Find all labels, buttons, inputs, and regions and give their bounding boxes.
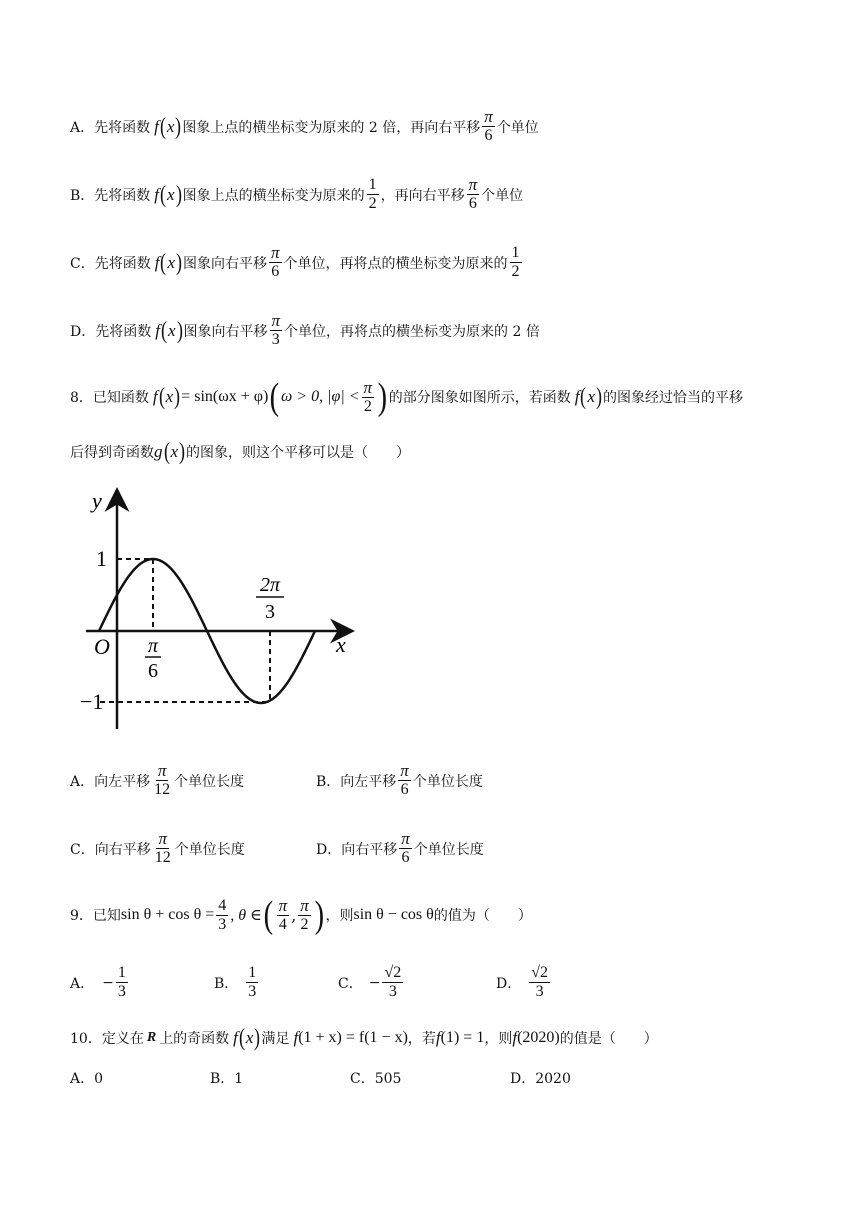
tick-x-2pi-3-den: 3 [265,601,275,623]
fraction: $\frac{1}{3}$ [248,964,257,1000]
y-axis-label: y [92,488,102,513]
option-label: B．1 [210,1071,244,1087]
option-label: A．先将函数 [70,119,151,136]
q8-option-a[interactable] [70,762,244,799]
q8-option-d[interactable] [316,830,484,867]
q10-option-c[interactable] [350,1068,401,1088]
var-x: x [587,387,596,406]
func-f: f [233,1028,238,1047]
option-label: D． [496,975,522,992]
fraction-pi-6: $\frac{\pi}{6}$ [484,107,493,144]
tick-x-pi-6-num: π [147,635,159,657]
option-label: C．505 [350,1071,402,1087]
fraction: $\frac{\pi}{6}$ [400,761,409,798]
option-tail: 个单位长度 [412,773,483,790]
symmetry-expression: (1 + x) = f(1 − x) [298,1029,408,1046]
q7-option-c[interactable]: C．先将函数 f ( x ) 图象向右平移 $\frac{\pi}{6}$ 个单位，再将点的横坐标变为原来的 $\frac{1}{2}$ [70,243,520,280]
func-f: f [154,184,160,204]
sum-expression: sin θ + cos θ = [120,906,215,923]
option-label: D．先将函数 [70,323,152,340]
q7-option-b[interactable]: B．先将函数 f ( x ) 图象上点的横坐标变为原来的 $\frac{1}{2}$ ，再向右平移 $\frac{\pi}{6}$ 个单位 [70,175,524,212]
option-tail: 个单位 [481,187,524,204]
stem-text: 的部分图象如图所示，若函数 [388,390,571,406]
q10-option-b[interactable] [210,1068,243,1088]
stem-text-5: 的值是（ ） [559,1031,658,1047]
sin-expression: = sin(ωx + φ) [181,388,269,405]
stem-text-2: 满足 [261,1031,290,1047]
stem-text-3: ，若 [407,1031,436,1047]
func-f: f [154,116,159,136]
f-one-expression: (1) = 1 [440,1029,485,1046]
func-f: f [512,1028,518,1047]
func-f: f [154,252,160,272]
origin-label: O [94,634,110,659]
tick-x-2pi-3-num: 2π [259,574,281,596]
q8-option-b[interactable] [316,762,483,799]
q9-option-a[interactable] [70,964,130,1001]
q10-stem: 10．定义在 R 上的奇函数 f ( x ) 满足 f (1 + x) = f(1 − x) ，若 f (1) = 1 ，则 f (2020) 的值是（ ） [70,1025,658,1051]
fraction-pi-6: $\frac{\pi}{6}$ [271,243,280,280]
q10-option-a[interactable] [70,1068,103,1088]
option-label: B．先将函数 [70,187,151,204]
func-f: f [435,1028,441,1047]
func-f: f [155,320,160,340]
option-text: 图象向右平移 [183,323,268,340]
option-label: C．先将函数 [70,255,151,272]
var-x: x [165,387,174,406]
option-text: 图象上点的横坐标变为原来的 2 倍，再向右平移 [182,119,481,136]
fraction: $\frac{1}{3}$ [117,964,126,1000]
condition: ω > 0, |φ| < [281,388,360,405]
func-f: f [574,387,580,406]
func-f: f [152,387,158,406]
fraction-pi-4: $\frac{\pi}{4}$ [278,895,288,933]
stem-text-4: 的图象，则这个平移可以是（ ） [186,445,411,461]
fraction-1-2: $\frac{1}{2}$ [511,244,520,280]
fraction-pi-2: $\frac{\pi}{2}$ [300,895,309,933]
q9-option-d[interactable] [496,964,552,1001]
var-x: x [170,442,179,461]
q9-option-b[interactable] [214,964,260,1001]
option-label: D．向右平移 [316,841,398,858]
option-tail: 个单位，再将点的横坐标变为原来的 2 倍 [284,323,540,340]
var-x: x [167,184,175,204]
stem-text: ，则 [325,908,354,924]
option-label: B． [214,975,239,992]
option-text-2: ，再向右平移 [380,187,465,204]
theta-in: , θ ∈ [230,907,262,924]
question-number: 9．已知 [70,908,121,924]
option-label: B．向左平移 [316,773,397,790]
option-tail: 个单位长度 [174,841,245,858]
f-2020-expression: (2020) [517,1029,560,1046]
tick-x-pi-6-den: 6 [148,660,158,682]
q10-option-d[interactable] [510,1068,571,1088]
diff-expression: sin θ − cos θ [353,906,434,923]
var-x: x [167,252,175,272]
option-tail: 个单位，再将点的横坐标变为原来的 [283,255,508,272]
var-x: x [167,320,176,340]
sine-graph [78,484,368,734]
option-label: A．向左平移 [70,773,151,790]
var-x: x [245,1028,254,1047]
q8-stem-line2: 后得到奇函数 g ( x ) 的图象，则这个平移可以是（ ） [70,439,411,465]
stem-text-4: ，则 [484,1031,513,1047]
option-text: 图象向右平移 [183,255,267,272]
tick-y-1: 1 [96,546,107,571]
q7-option-d[interactable]: D．先将函数 f ( x ) 图象向右平移 $\frac{\pi}{3}$ 个单位，再将点的横坐标变为原来的 2 倍 [70,311,540,348]
fraction-1-2: $\frac{1}{2}$ [368,176,377,212]
option-label: C．向右平移 [70,841,151,858]
option-label: A．0 [70,1071,104,1087]
fraction-pi-2: $\frac{\pi}{2}$ [363,377,373,415]
var-x: x [166,116,175,136]
set-r: R [146,1030,157,1045]
question-number: 8．已知函数 [70,390,149,406]
q9-stem: 9．已知 sin θ + cos θ = $\frac{4}{3}$ , θ ∈ ( $\frac{\pi}{4}$ , $\frac{\pi}{2}$ ) ，则 sin θ − cos θ 的值为（ ） [70,894,532,936]
question-number: 10．定义在 [70,1031,144,1047]
option-tail: 个单位长度 [174,773,245,790]
option-label: C． [338,975,363,992]
q7-option-a[interactable]: A．先将函数 f ( x ) 图象上点的横坐标变为原来的 2 倍，再向右平移 $\frac{\pi}{6}$ 个单位 [70,107,539,144]
fraction: $\frac{\pi}{12}$ [154,829,171,866]
stem-text-2: 的值为（ ） [433,908,532,924]
fraction: $\frac{√2}{3}$ [384,964,402,1000]
option-text: 图象上点的横坐标变为原来的 [182,187,365,204]
fraction-pi-3: $\frac{\pi}{3}$ [271,311,281,348]
option-tail: 个单位长度 [413,841,484,858]
minus-sign: − [368,974,381,991]
stem-text: 上的奇函数 [159,1031,230,1047]
option-tail: 个单位 [496,119,539,136]
stem-text-2: 的图象经过恰当的平移 [603,390,744,406]
q9-option-c[interactable] [338,964,405,1001]
option-label: D．2020 [510,1071,571,1087]
q8-stem-line1: 8．已知函数 f ( x ) = sin(ωx + φ) ( ω > 0, |φ| < $\frac{\pi}{2}$ ) 的部分图象如图所示，若函数 f ( x ) 的图象经过恰当的平移 [70,376,744,418]
fraction-4-3: $\frac{4}{3}$ [218,896,227,933]
fraction: $\frac{√2}{3}$ [531,964,549,1000]
x-axis-label: x [336,632,346,657]
option-label: A． [70,975,95,992]
func-f: f [293,1028,299,1047]
fraction: $\frac{\pi}{12}$ [154,761,171,798]
fraction-pi-6: $\frac{\pi}{6}$ [468,175,478,212]
stem-text-3: 后得到奇函数 [70,445,154,461]
tick-y-minus-1: −1 [80,689,104,714]
q8-option-c[interactable] [70,830,245,867]
fraction: $\frac{\pi}{6}$ [401,829,410,866]
minus-sign: − [102,974,114,991]
func-g: g [154,442,163,461]
